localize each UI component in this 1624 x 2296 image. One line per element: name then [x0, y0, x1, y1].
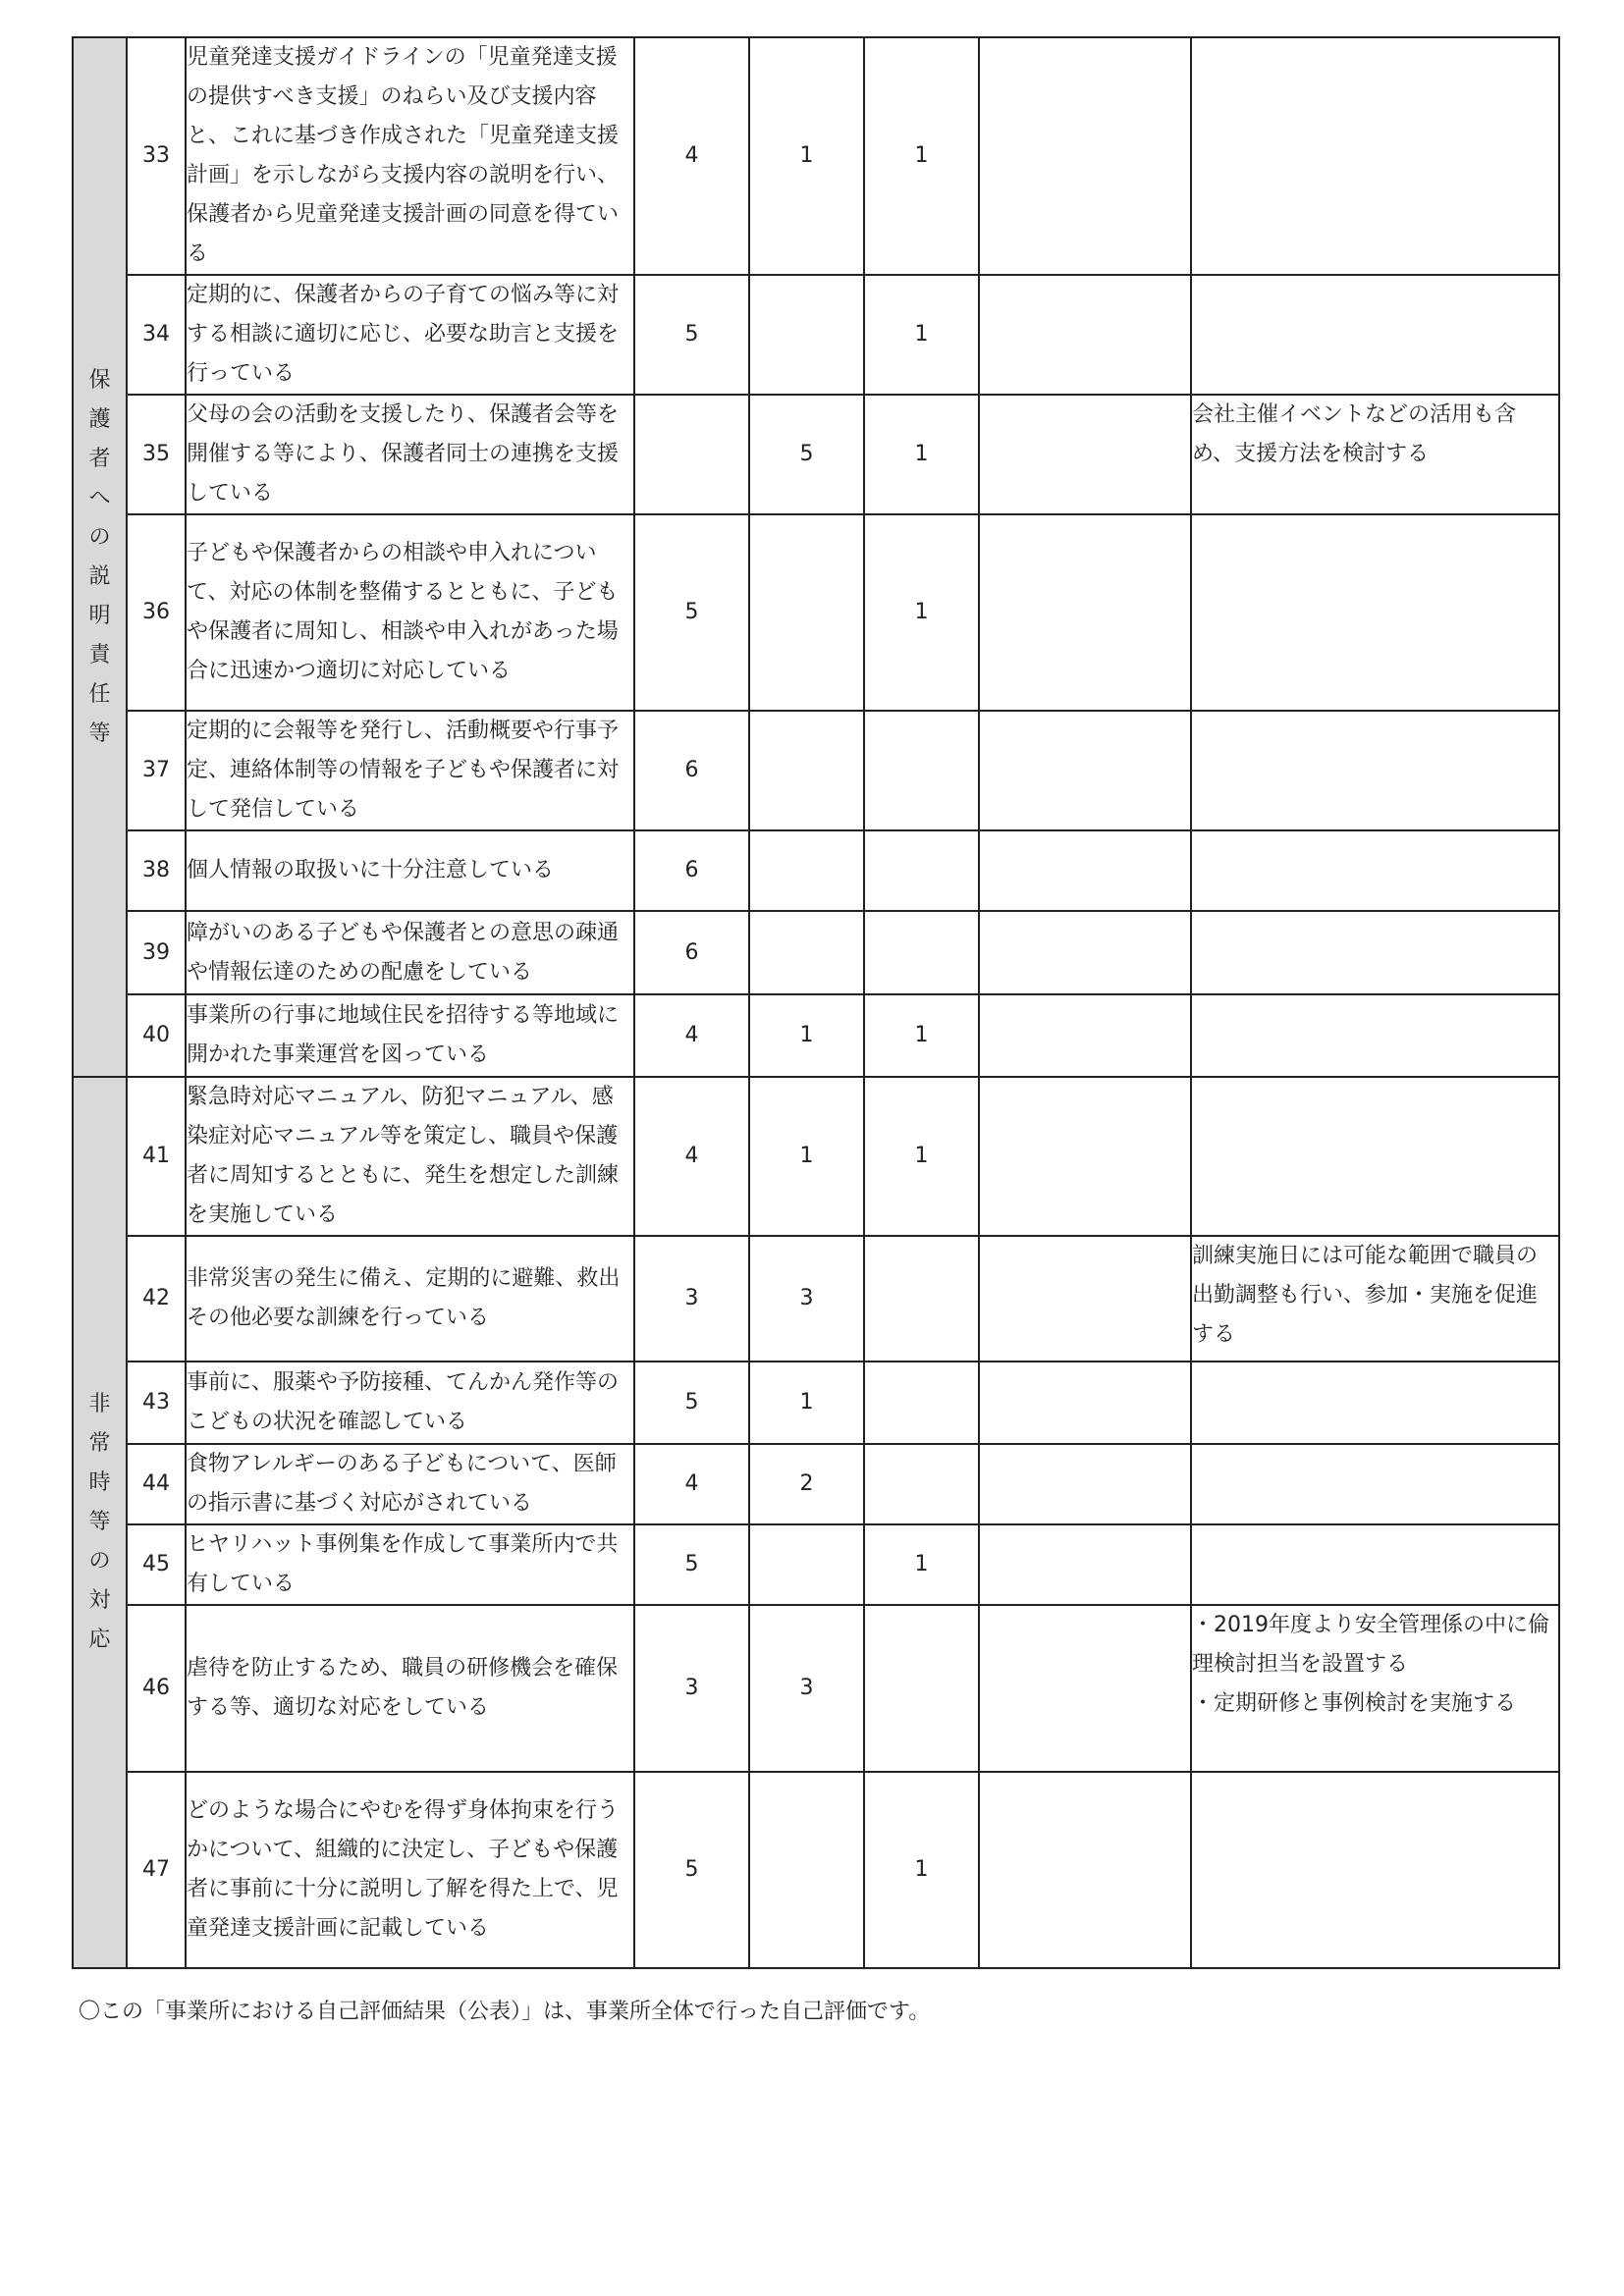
- category-explanation: [73, 37, 127, 1077]
- item-number: 42: [127, 1236, 186, 1362]
- count-col-2: [749, 911, 864, 994]
- count-col-2: [749, 514, 864, 711]
- item-description: 事業所の行事に地域住民を招待する等地域に開かれた事業運営を図っている: [187, 1003, 620, 1067]
- item-description-cell: [186, 711, 634, 830]
- improvement-note: 会社主催イベントなどの活用も含め、支援方法を検討する: [1191, 395, 1559, 514]
- item-number: 44: [127, 1444, 186, 1524]
- count-col-1: 5: [634, 275, 749, 395]
- item-number: 38: [127, 830, 186, 911]
- table-row: [73, 1605, 1559, 1772]
- table-row: [73, 1772, 1559, 1968]
- item-number: 46: [127, 1605, 186, 1772]
- count-col-1: 3: [634, 1236, 749, 1362]
- count-col-3: [864, 1362, 979, 1444]
- blank-cell: [979, 37, 1191, 275]
- blank-cell: [979, 1605, 1191, 1772]
- count-col-1: 5: [634, 514, 749, 711]
- item-number: 43: [127, 1362, 186, 1444]
- improvement-note: ・2019年度より安全管理係の中に倫理検討担当を設置する ・定期研修と事例検討を実施する: [1191, 1605, 1559, 1772]
- count-col-1: 3: [634, 1605, 749, 1772]
- blank-cell: [979, 911, 1191, 994]
- item-description-cell: [186, 1236, 634, 1362]
- count-col-3: 1: [864, 1077, 979, 1236]
- count-col-1: 5: [634, 1524, 749, 1605]
- count-col-3: 1: [864, 1772, 979, 1968]
- count-col-1: 4: [634, 1077, 749, 1236]
- count-col-3: 1: [864, 994, 979, 1077]
- blank-cell: [979, 395, 1191, 514]
- count-col-2: [749, 1524, 864, 1605]
- count-col-1: 6: [634, 830, 749, 911]
- blank-cell: [979, 711, 1191, 830]
- count-col-3: [864, 911, 979, 994]
- count-col-2: 2: [749, 1444, 864, 1524]
- count-col-1: 5: [634, 1772, 749, 1968]
- improvement-note: [1191, 1524, 1559, 1605]
- count-col-3: 1: [864, 514, 979, 711]
- table-row: [73, 994, 1559, 1077]
- count-col-3: 1: [864, 395, 979, 514]
- count-col-3: [864, 1444, 979, 1524]
- count-col-2: 3: [749, 1236, 864, 1362]
- blank-cell: [979, 1236, 1191, 1362]
- table-row: [73, 275, 1559, 395]
- item-description-cell: [186, 514, 634, 711]
- item-number: 45: [127, 1524, 186, 1605]
- improvement-note: [1191, 711, 1559, 830]
- item-description: 定期的に会報等を発行し、活動概要や行事予定、連絡体制等の情報を子どもや保護者に対して発信している: [187, 719, 620, 822]
- item-number: 34: [127, 275, 186, 395]
- item-description: 障がいのある子どもや保護者との意思の疎通や情報伝達のための配慮をしている: [187, 920, 620, 985]
- item-description: どのような場合にやむを得ず身体拘束を行うかについて、組織的に決定し、子どもや保護者に事前に十分に説明し了解を得た上で、児童発達支援計画に記載している: [187, 1798, 620, 1941]
- item-description-cell: [186, 37, 634, 275]
- category-label: 非常時等の対応: [88, 1392, 111, 1652]
- count-col-2: [749, 275, 864, 395]
- count-col-1: 6: [634, 911, 749, 994]
- item-description: 児童発達支援ガイドラインの「児童発達支援の提供すべき支援」のねらい及び支援内容と、これに基づき作成された「児童発達支援計画」を示しながら支援内容の説明を行い、保護者から児童発達支援計画の同意を得ている: [187, 45, 620, 266]
- blank-cell: [979, 1524, 1191, 1605]
- item-number: 36: [127, 514, 186, 711]
- item-description: 父母の会の活動を支援したり、保護者会等を開催する等により、保護者同士の連携を支援している: [187, 402, 620, 506]
- table-row: [73, 1524, 1559, 1605]
- table-row: [73, 1077, 1559, 1236]
- table-row: [73, 711, 1559, 830]
- improvement-note: 訓練実施日には可能な範囲で職員の出勤調整も行い、参加・実施を促進する: [1191, 1236, 1559, 1362]
- table-row: [73, 1362, 1559, 1444]
- improvement-note: [1191, 1444, 1559, 1524]
- blank-cell: [979, 1772, 1191, 1968]
- table-row: [73, 1444, 1559, 1524]
- count-col-3: 1: [864, 37, 979, 275]
- item-description-cell: [186, 1524, 634, 1605]
- improvement-note: [1191, 1077, 1559, 1236]
- count-col-2: [749, 1772, 864, 1968]
- item-description: 子どもや保護者からの相談や申入れについて、対応の体制を整備するとともに、子どもや保護者に周知し、相談や申入れがあった場合に迅速かつ適切に対応している: [187, 541, 619, 683]
- improvement-note: [1191, 1772, 1559, 1968]
- count-col-2: 1: [749, 1362, 864, 1444]
- count-col-3: [864, 830, 979, 911]
- count-col-1: 4: [634, 1444, 749, 1524]
- item-description-cell: [186, 1444, 634, 1524]
- count-col-2: 1: [749, 37, 864, 275]
- count-col-2: [749, 830, 864, 911]
- count-col-1: 4: [634, 37, 749, 275]
- item-description: 非常災害の発生に備え、定期的に避難、救出その他必要な訓練を行っている: [187, 1266, 621, 1330]
- item-description: ヒヤリハット事例集を作成して事業所内で共有している: [187, 1532, 619, 1596]
- improvement-note: [1191, 275, 1559, 395]
- item-description-cell: [186, 1362, 634, 1444]
- footnote: 〇この「事業所における自己評価結果（公表）」は、事業所全体で行った自己評価です。: [79, 2000, 931, 2024]
- improvement-note: [1191, 994, 1559, 1077]
- item-number: 37: [127, 711, 186, 830]
- table-row: [73, 911, 1559, 994]
- count-col-2: 1: [749, 994, 864, 1077]
- improvement-note: [1191, 830, 1559, 911]
- item-number: 33: [127, 37, 186, 275]
- table-row: [73, 830, 1559, 911]
- item-description-cell: [186, 275, 634, 395]
- blank-cell: [979, 1362, 1191, 1444]
- item-number: 47: [127, 1772, 186, 1968]
- blank-cell: [979, 275, 1191, 395]
- item-description-cell: [186, 1077, 634, 1236]
- count-col-2: 5: [749, 395, 864, 514]
- item-description: 緊急時対応マニュアル、防犯マニュアル、感染症対応マニュアル等を策定し、職員や保護者に周知するとともに、発生を想定した訓練を実施している: [187, 1085, 620, 1227]
- item-description-cell: [186, 911, 634, 994]
- item-number: 40: [127, 994, 186, 1077]
- blank-cell: [979, 830, 1191, 911]
- count-col-3: 1: [864, 1524, 979, 1605]
- count-col-2: [749, 711, 864, 830]
- item-description-cell: [186, 1772, 634, 1968]
- count-col-1: [634, 395, 749, 514]
- blank-cell: [979, 514, 1191, 711]
- table-row: [73, 395, 1559, 514]
- item-description-cell: [186, 830, 634, 911]
- count-col-1: 4: [634, 994, 749, 1077]
- blank-cell: [979, 1077, 1191, 1236]
- category-emergency: [73, 1077, 127, 1968]
- item-number: 35: [127, 395, 186, 514]
- item-description: 食物アレルギーのある子どもについて、医師の指示書に基づく対応がされている: [187, 1452, 617, 1516]
- count-col-1: 6: [634, 711, 749, 830]
- item-description: 虐待を防止するため、職員の研修機会を確保する等、適切な対応をしている: [187, 1656, 619, 1720]
- improvement-note: [1191, 514, 1559, 711]
- item-description: 個人情報の取扱いに十分注意している: [187, 858, 555, 882]
- count-col-1: 5: [634, 1362, 749, 1444]
- item-description-cell: [186, 1605, 634, 1772]
- count-col-2: 3: [749, 1605, 864, 1772]
- table-row: [73, 514, 1559, 711]
- count-col-3: 1: [864, 275, 979, 395]
- count-col-3: [864, 1605, 979, 1772]
- item-description: 事前に、服薬や予防接種、てんかん発作等のこどもの状況を確認している: [187, 1370, 620, 1434]
- evaluation-table: [72, 36, 1560, 1969]
- count-col-3: [864, 711, 979, 830]
- improvement-note: [1191, 911, 1559, 994]
- blank-cell: [979, 994, 1191, 1077]
- item-description-cell: [186, 395, 634, 514]
- item-description: 定期的に、保護者からの子育ての悩み等に対する相談に適切に応じ、必要な助言と支援を行っている: [187, 283, 620, 386]
- improvement-note: [1191, 1362, 1559, 1444]
- improvement-note: [1191, 37, 1559, 275]
- item-number: 39: [127, 911, 186, 994]
- table-row: [73, 1236, 1559, 1362]
- table-row: [73, 37, 1559, 275]
- item-number: 41: [127, 1077, 186, 1236]
- category-label: 保護者への説明責任等: [88, 367, 111, 746]
- count-col-3: [864, 1236, 979, 1362]
- count-col-2: 1: [749, 1077, 864, 1236]
- blank-cell: [979, 1444, 1191, 1524]
- item-description-cell: [186, 994, 634, 1077]
